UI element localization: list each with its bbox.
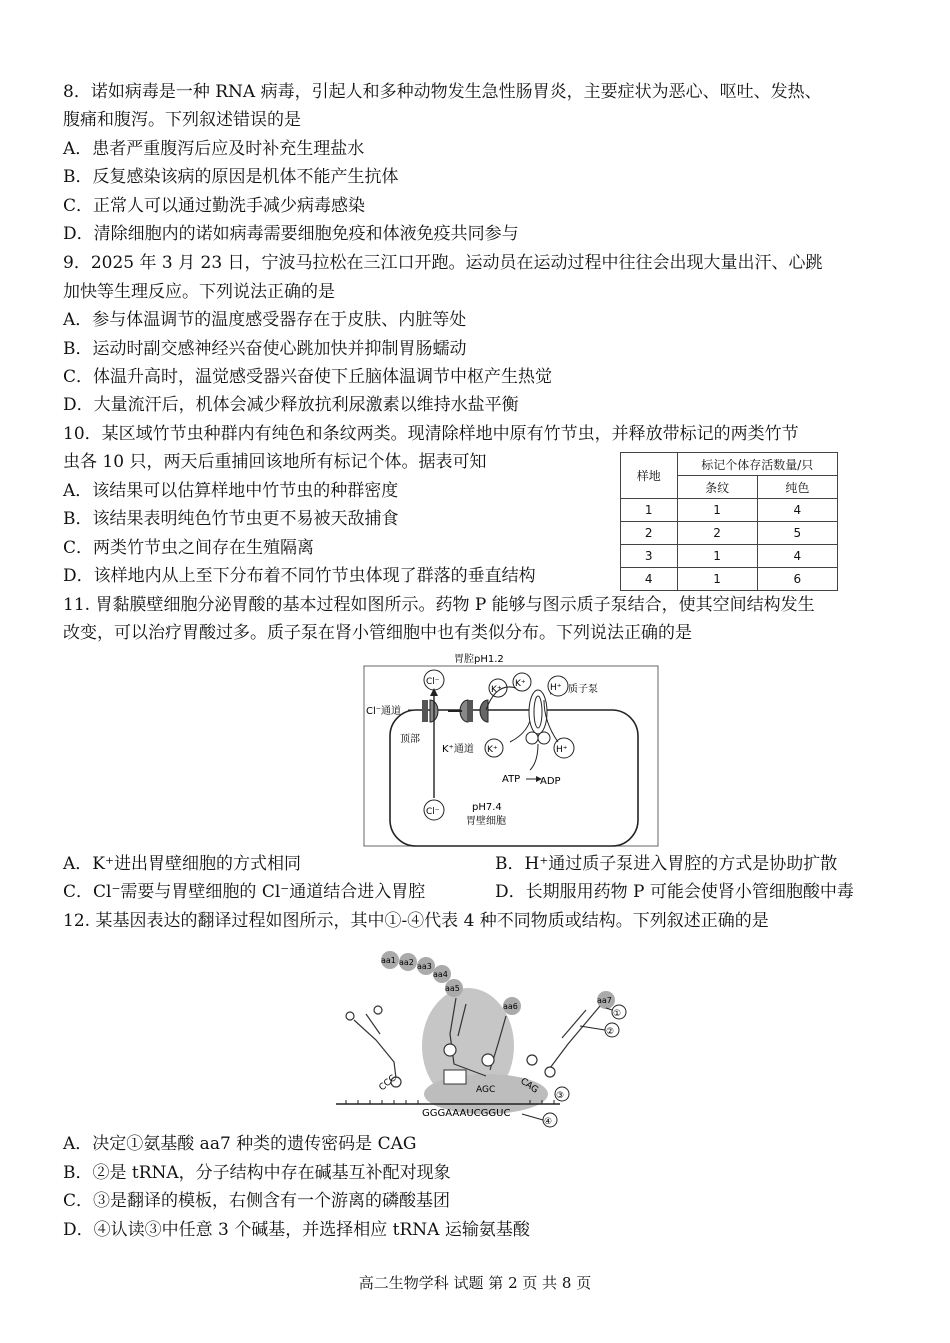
svg-text:aa6: aa6: [503, 1002, 518, 1011]
q9-option-c[interactable]: C．体温升高时，温觉感受器兴奋使下丘脑体温调节中枢产生热觉: [63, 367, 553, 387]
q10-stem-line2: 虫各 10 只，两天后重捕回该地所有标记个体。据表可知: [63, 452, 487, 472]
anticodon-left: CCC: [377, 1073, 399, 1094]
table-row: [621, 499, 838, 522]
q11-option-d[interactable]: D．长期服用药物 P 可能会使肾小管细胞酸中毒: [495, 882, 854, 902]
svg-text:Cl⁻: Cl⁻: [426, 807, 440, 817]
q11-option-c[interactable]: C．Cl⁻需要与胃壁细胞的 Cl⁻通道结合进入胃腔: [63, 882, 426, 902]
table-row: [621, 545, 838, 568]
q10-option-a[interactable]: A．该结果可以估算样地中竹节虫的种群密度: [63, 481, 399, 501]
q9-stem-line1: 9．2025 年 3 月 23 日，宁波马拉松在三江口开跑。运动员在运动过程中往往会出现大量出汗、心跳: [63, 253, 823, 273]
table-row: [621, 568, 838, 591]
svg-text:①: ①: [613, 1009, 622, 1019]
q8-option-a[interactable]: A．患者严重腹泻后应及时补充生理盐水: [63, 139, 365, 159]
svg-text:K⁺: K⁺: [491, 685, 502, 695]
apical-label: 顶部: [400, 734, 420, 745]
table-cell: 2: [677, 522, 757, 545]
table-cell: 1: [677, 545, 757, 568]
svg-text:Cl⁻: Cl⁻: [426, 677, 440, 687]
table-header-group: 标记个体存活数量/只: [677, 453, 838, 476]
q12-option-d[interactable]: D．④认读③中任意 3 个碱基，并选择相应 tRNA 运输氨基酸: [63, 1220, 530, 1240]
q12-option-a[interactable]: A．决定①氨基酸 aa7 种类的遗传密码是 CAG: [63, 1134, 417, 1154]
table-header-site: 样地: [621, 453, 678, 499]
q8-option-c[interactable]: C．正常人可以通过勤洗手减少病毒感染: [63, 196, 366, 216]
q8-stem-line2: 腹痛和腹泻。下列叙述错误的是: [63, 110, 301, 130]
q11-option-b[interactable]: B．H⁺通过质子泵进入胃腔的方式是协助扩散: [495, 854, 838, 874]
svg-text:aa7: aa7: [597, 996, 612, 1005]
q10-data-table: [620, 452, 838, 591]
q11-option-a[interactable]: A．K⁺进出胃壁细胞的方式相同: [63, 854, 301, 874]
q12-stem-line1: 12. 某基因表达的翻译过程如图所示，其中①-④代表 4 种不同物质或结构。下列叙述正确的是: [63, 911, 769, 931]
q10-stem-line1: 10．某区域竹节虫种群内有纯色和条纹两类。现清除样地中原有竹节虫，并释放带标记的两类竹节: [63, 424, 799, 444]
table-cell: 3: [621, 545, 678, 568]
atp-label: ATP: [502, 774, 521, 785]
svg-text:aa5: aa5: [445, 984, 460, 993]
trna-right: [527, 1006, 600, 1077]
svg-text:H⁺: H⁺: [550, 683, 562, 693]
svg-text:③: ③: [556, 1091, 565, 1101]
table-row: [621, 522, 838, 545]
table-cell: 4: [757, 499, 837, 522]
q8-stem-line1: 8．诺如病毒是一种 RNA 病毒，引起人和多种动物发生急性肠胃炎，主要症状为恶心、呕吐、发热、: [63, 82, 822, 102]
q9-option-a[interactable]: A．参与体温调节的温度感受器存在于皮肤、内脏等处: [63, 310, 467, 330]
q11-stem-line1: 11. 胃黏膜壁细胞分泌胃酸的基本过程如图所示。药物 P 能够与图示质子泵结合，使其空间结构发生: [63, 595, 815, 615]
k-channel-label: K⁺通道: [442, 744, 474, 755]
svg-text:④: ④: [544, 1117, 553, 1127]
table-cell: 1: [677, 568, 757, 591]
cell-ph-label: pH7.4: [472, 802, 502, 813]
table-cell: 1: [677, 499, 757, 522]
q8-option-b[interactable]: B．反复感染该病的原因是机体不能产生抗体: [63, 167, 399, 187]
svg-text:H⁺: H⁺: [556, 745, 568, 755]
table-header-pure: 纯色: [757, 476, 837, 499]
parietal-cell-diagram: [362, 652, 662, 848]
q10-option-b[interactable]: B．该结果表明纯色竹节虫更不易被天敌捕食: [63, 509, 399, 529]
svg-text:aa1: aa1: [381, 956, 396, 965]
cl-channel-label: Cl⁻通道: [366, 706, 402, 717]
q9-option-d[interactable]: D．大量流汗后，机体会减少释放抗利尿激素以维持水盐平衡: [63, 395, 519, 415]
q9-stem-line2: 加快等生理反应。下列说法正确的是: [63, 282, 335, 302]
table-header-striped: 条纹: [677, 476, 757, 499]
table-cell: 2: [621, 522, 678, 545]
q12-option-b[interactable]: B．②是 tRNA，分子结构中存在碱基互补配对现象: [63, 1163, 451, 1183]
svg-text:aa3: aa3: [417, 962, 432, 971]
q11-stem-line2: 改变，可以治疗胃酸过多。质子泵在肾小管细胞中也有类似分布。下列说法正确的是: [63, 623, 692, 643]
mrna-sequence: GGGAAAUCGGUC: [422, 1108, 511, 1119]
svg-text:K⁺: K⁺: [487, 745, 498, 755]
cell-label: 胃壁细胞: [466, 816, 506, 827]
page-footer: 高二生物学科 试题 第 2 页 共 8 页: [358, 1274, 592, 1292]
adp-label: ADP: [540, 776, 561, 787]
table-cell: 5: [757, 522, 837, 545]
translation-diagram: [336, 944, 636, 1130]
svg-text:aa4: aa4: [433, 970, 448, 979]
svg-text:②: ②: [606, 1027, 615, 1037]
cl-channel-shape: [422, 700, 428, 722]
anticodon-mid: AGC: [476, 1085, 496, 1095]
svg-text:K⁺: K⁺: [515, 679, 526, 689]
svg-text:aa2: aa2: [399, 958, 414, 967]
site-box: [444, 1070, 466, 1084]
q9-option-b[interactable]: B．运动时副交感神经兴奋使心跳加快并抑制胃肠蠕动: [63, 339, 467, 359]
table-cell: 4: [621, 568, 678, 591]
table-cell: 4: [757, 545, 837, 568]
q8-option-d[interactable]: D．清除细胞内的诺如病毒需要细胞免疫和体液免疫共同参与: [63, 224, 519, 244]
q10-option-d[interactable]: D．该样地内从上至下分布着不同竹节虫体现了群落的垂直结构: [63, 566, 536, 586]
table-cell: 6: [757, 568, 837, 591]
proton-pump-label: 质子泵: [568, 684, 598, 695]
q12-option-c[interactable]: C．③是翻译的模板，右侧含有一个游离的磷酸基团: [63, 1191, 451, 1211]
table-cell: 1: [621, 499, 678, 522]
lumen-label: 胃腔pH1.2: [454, 654, 504, 665]
q10-option-c[interactable]: C．两类竹节虫之间存在生殖隔离: [63, 538, 315, 558]
anticodon-right: CAG: [518, 1076, 540, 1096]
